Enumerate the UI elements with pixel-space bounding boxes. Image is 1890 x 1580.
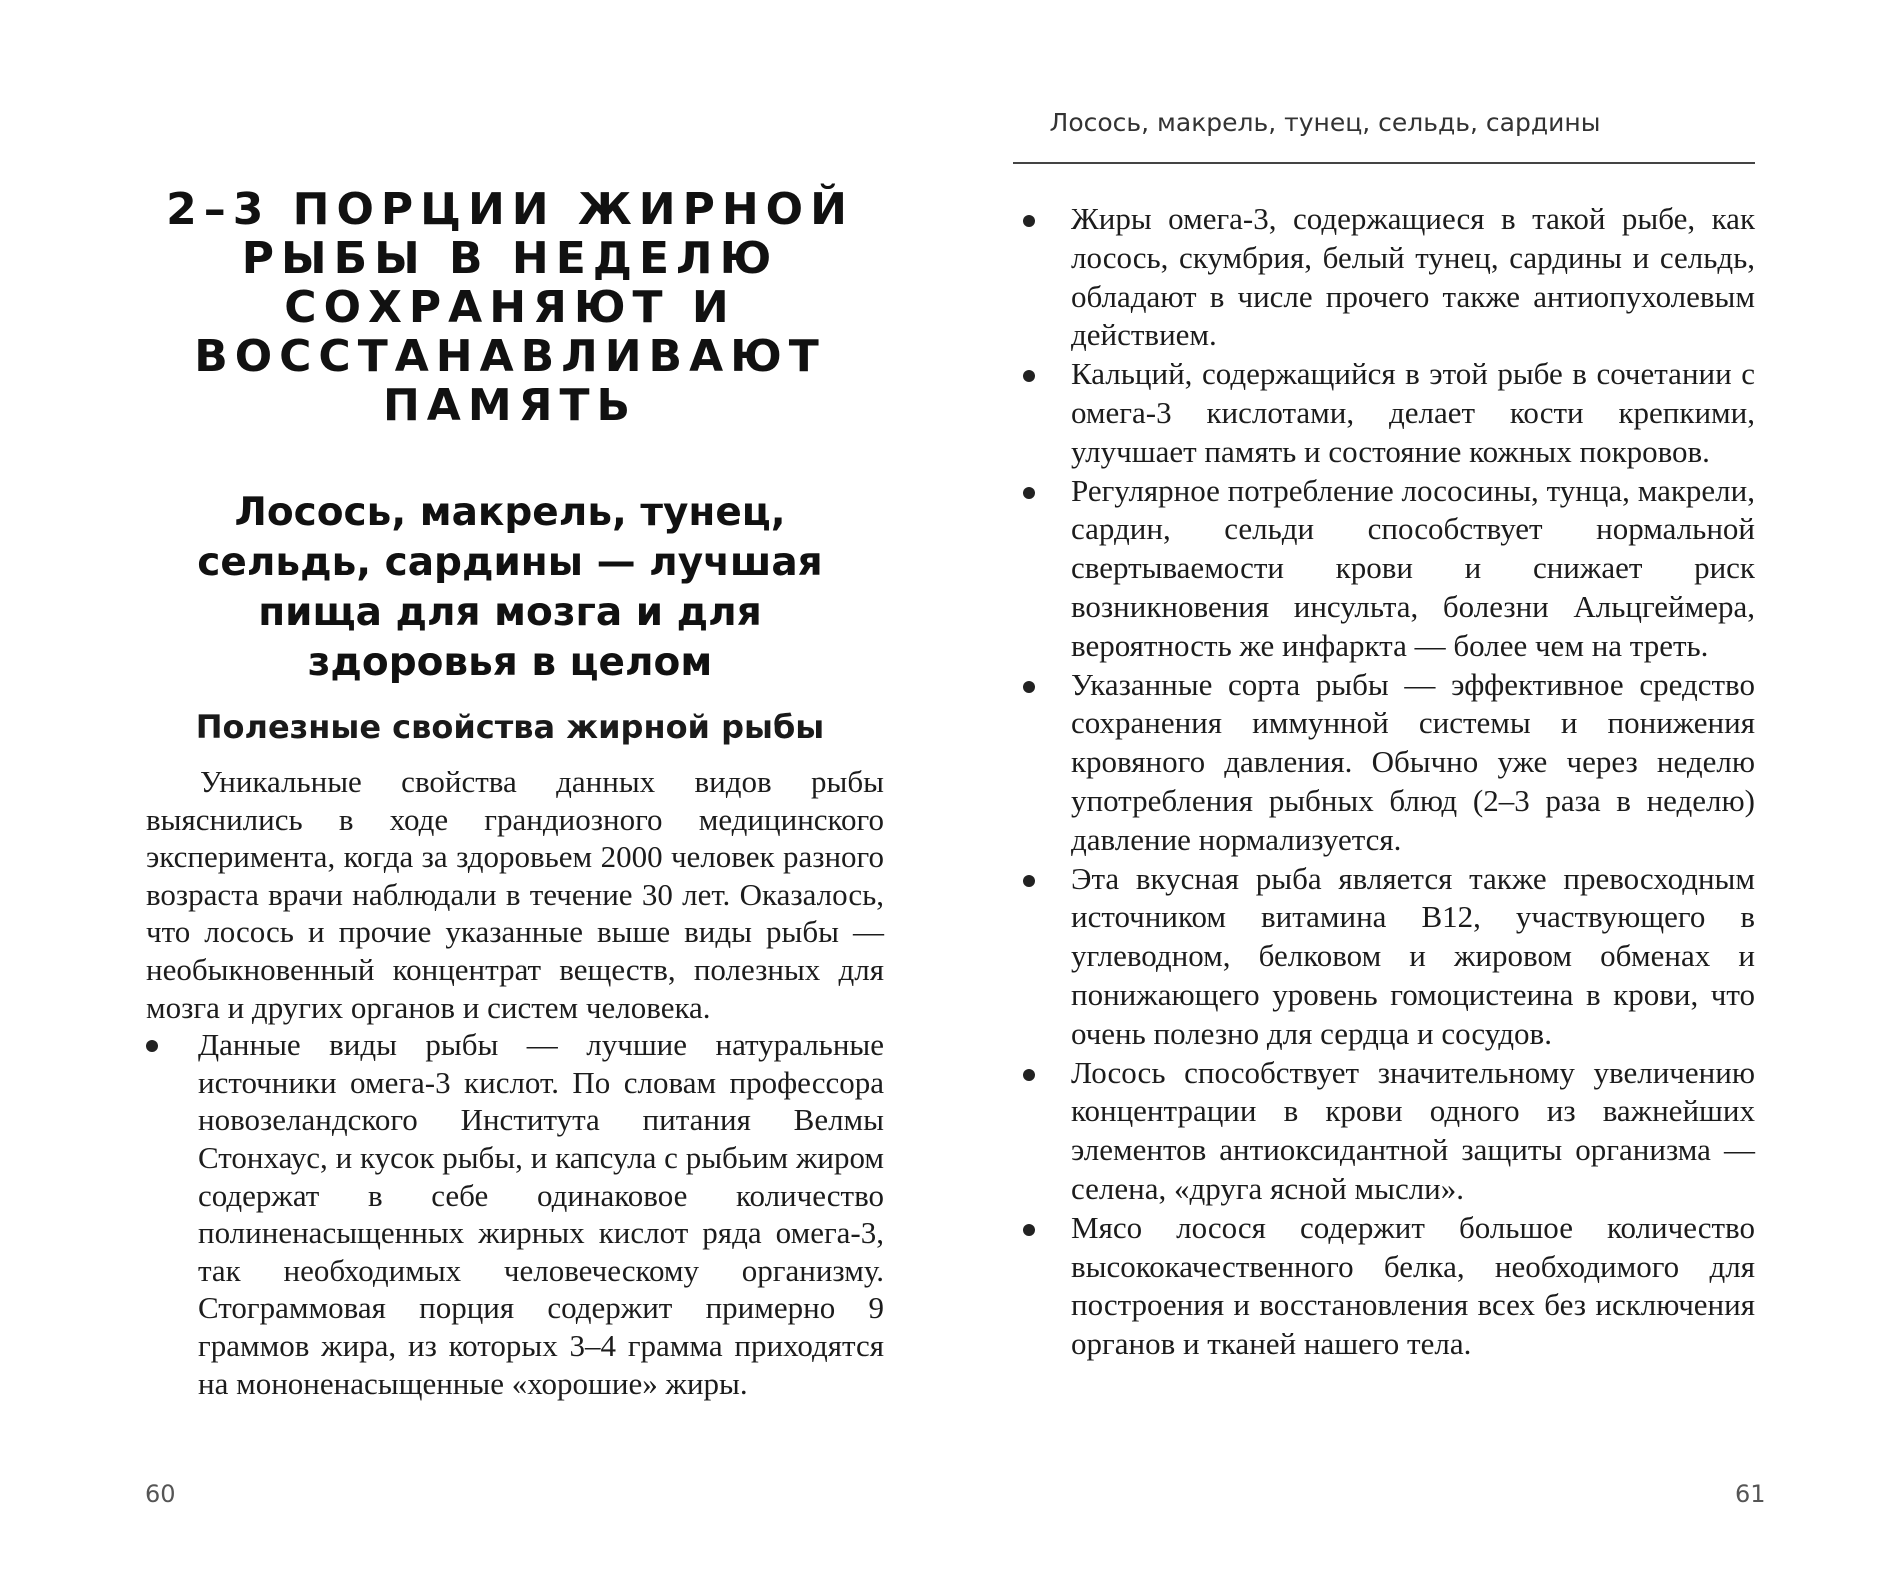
header-rule [1013, 162, 1755, 164]
list-item-text: Жиры омега-3, содержащиеся в такой рыбе, как лосось, скумбрия, белый тунец, сардины и сельдь, обладают в числе прочего также антиопухолевым действием. [1071, 201, 1755, 353]
running-header: Лосось, макрель, тунец, сельдь, сардины [1049, 108, 1601, 137]
list-item [1013, 200, 1755, 355]
list-item [146, 1026, 884, 1402]
bullet-icon [1023, 681, 1035, 693]
bullet-icon [1023, 875, 1035, 887]
bullet-icon [1023, 487, 1035, 499]
right-page [945, 0, 1890, 1580]
bullet-icon [1023, 215, 1035, 227]
list-item [1013, 1209, 1755, 1364]
list-item-text: Регулярное потребление лососины, тунца, макрели, сардин, сельди способствует нормальной свертываемости крови и снижает риск возникновения инсульта, болезни Альцгеймера, вероятность же инфаркта — более чем на треть. [1071, 472, 1755, 663]
subsection-title: Полезные свойства жирной рыбы [195, 708, 825, 746]
right-bullet-list [1013, 200, 1755, 1364]
bullet-icon [1023, 1069, 1035, 1081]
list-item-text: Кальций, содержащийся в этой рыбе в сочетании с омега-3 кислотами, делает кости крепкими, улучшает память и состояние кожных покровов. [1071, 356, 1755, 469]
page-number: 60 [145, 1480, 176, 1508]
list-item-text: Мясо лосося содержит большое количество высококачественного белка, необходимого для построения и восстановления всех без исключения органов и тканей нашего тела. [1071, 1209, 1755, 1362]
list-item [1013, 355, 1755, 471]
chapter-title: 2–3 ПОРЦИИ ЖИРНОЙ РЫБЫ В НЕДЕЛЮ СОХРАНЯЮТ И ВОССТАНАВЛИВАЮТ ПАМЯТЬ [166, 184, 854, 431]
bullet-icon [1023, 370, 1035, 382]
section-title: Лосось, макрель, тунец, сельдь, сардины — лучшая пища для мозга и для здоровья в целом [197, 490, 823, 685]
bullet-icon [146, 1040, 158, 1052]
list-item [1013, 472, 1755, 666]
list-item [1013, 666, 1755, 860]
left-body-text [146, 763, 884, 1402]
list-item-text: Данные виды рыбы — лучшие натуральные источники омега-3 кислот. По словам профессора новозеландского Института питания Велмы Стонхаус, и кусок рыбы, и капсула с рыбьим жиром содержат в себе одинаковое количество полиненасыщенных жирных кислот ряда омега-3, так необходимых человеческому организму. Стограммовая порция содержит примерно 9 граммов жира, из которых 3–4 грамма приходятся на мононенасыщенные «хорошие» жиры. [198, 1027, 884, 1401]
page-number: 61 [1735, 1480, 1766, 1508]
right-body-text [1013, 200, 1755, 1364]
bullet-icon [1023, 1224, 1035, 1236]
left-bullet-list [146, 1026, 884, 1402]
list-item [1013, 1054, 1755, 1209]
list-item [1013, 860, 1755, 1054]
list-item-text: Эта вкусная рыба является также превосходным источником витамина B12, участвующего в углеводном, белковом и жировом обменах и понижающего уровень гомоцистеина в крови, что очень полезно для сердца и сосудов. [1071, 860, 1755, 1051]
list-item-text: Лосось способствует значительному увеличению концентрации в крови одного из важнейших элементов антиоксидантной защиты организма — селена, «друга ясной мысли». [1071, 1054, 1755, 1206]
list-item-text: Указанные сорта рыбы — эффективное средство сохранения иммунной системы и понижения кровяного давления. Обычно уже через неделю употребления рыбных блюд (2–3 раза в неделю) давление нормализуется. [1071, 666, 1755, 857]
intro-paragraph: Уникальные свойства данных видов рыбы выяснились в ходе грандиозного медицинского эксперимента, когда за здоровьем 2000 человек разного возраста врачи наблюдали в течение 30 лет. Оказалось, что лосось и прочие указанные выше виды рыбы — необыкновенный концентрат веществ, полезных для мозга и других органов и систем человека. [146, 764, 884, 1025]
